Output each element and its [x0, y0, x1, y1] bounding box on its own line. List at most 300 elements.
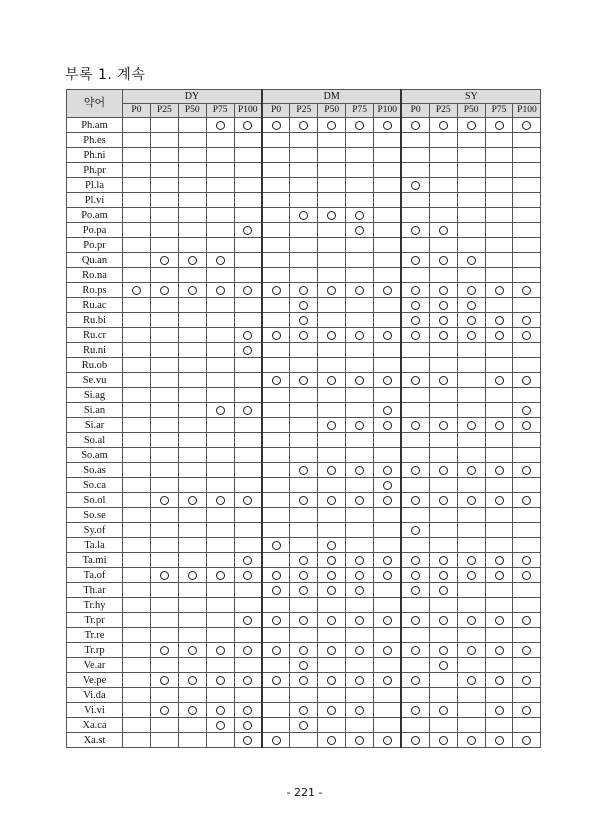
- presence-cell: [457, 358, 485, 373]
- presence-cell: [401, 358, 429, 373]
- presence-cell: [178, 703, 206, 718]
- presence-mark-icon: [132, 286, 141, 295]
- presence-cell: [485, 253, 513, 268]
- presence-cell: [457, 688, 485, 703]
- presence-cell: [346, 253, 374, 268]
- presence-mark-icon: [355, 466, 364, 475]
- presence-cell: [457, 208, 485, 223]
- presence-mark-icon: [411, 121, 420, 130]
- presence-mark-icon: [467, 466, 476, 475]
- presence-cell: [401, 688, 429, 703]
- presence-cell: [206, 643, 234, 658]
- presence-cell: [234, 628, 262, 643]
- presence-cell: [206, 178, 234, 193]
- presence-cell: [206, 343, 234, 358]
- table-row: [67, 148, 541, 163]
- presence-cell: [457, 388, 485, 403]
- presence-cell: [485, 403, 513, 418]
- presence-cell: [346, 433, 374, 448]
- presence-mark-icon: [243, 646, 252, 655]
- presence-cell: [234, 223, 262, 238]
- presence-cell: [318, 703, 346, 718]
- presence-cell: [318, 328, 346, 343]
- sub-header-sy-p100: P100: [513, 104, 541, 118]
- table-row: [67, 733, 541, 748]
- presence-cell: [150, 223, 178, 238]
- presence-mark-icon: [243, 406, 252, 415]
- presence-cell: [485, 118, 513, 133]
- presence-mark-icon: [299, 121, 308, 130]
- presence-cell: [346, 493, 374, 508]
- presence-cell: [429, 703, 457, 718]
- presence-cell: [457, 478, 485, 493]
- presence-cell: [234, 598, 262, 613]
- presence-cell: [318, 433, 346, 448]
- presence-mark-icon: [467, 331, 476, 340]
- presence-mark-icon: [522, 706, 531, 715]
- presence-cell: [485, 208, 513, 223]
- presence-mark-icon: [467, 301, 476, 310]
- presence-cell: [262, 268, 290, 283]
- presence-mark-icon: [383, 331, 392, 340]
- presence-cell: [457, 133, 485, 148]
- presence-cell: [429, 328, 457, 343]
- presence-cell: [429, 148, 457, 163]
- presence-mark-icon: [355, 121, 364, 130]
- presence-mark-icon: [383, 496, 392, 505]
- presence-mark-icon: [522, 676, 531, 685]
- presence-cell: [401, 568, 429, 583]
- presence-cell: [123, 418, 151, 433]
- presence-cell: [401, 583, 429, 598]
- presence-mark-icon: [272, 541, 281, 550]
- presence-cell: [123, 358, 151, 373]
- presence-cell: [206, 673, 234, 688]
- species-abbreviation: Se.vu: [67, 373, 123, 388]
- presence-cell: [206, 328, 234, 343]
- presence-mark-icon: [355, 211, 364, 220]
- presence-mark-icon: [411, 376, 420, 385]
- presence-cell: [234, 658, 262, 673]
- presence-cell: [318, 268, 346, 283]
- presence-cell: [346, 598, 374, 613]
- presence-cell: [206, 388, 234, 403]
- presence-cell: [513, 298, 541, 313]
- presence-mark-icon: [383, 406, 392, 415]
- presence-cell: [513, 733, 541, 748]
- presence-cell: [401, 433, 429, 448]
- presence-cell: [290, 208, 318, 223]
- presence-cell: [150, 643, 178, 658]
- presence-cell: [178, 178, 206, 193]
- presence-cell: [485, 193, 513, 208]
- presence-cell: [457, 448, 485, 463]
- presence-cell: [262, 553, 290, 568]
- presence-cell: [123, 538, 151, 553]
- presence-cell: [123, 628, 151, 643]
- presence-cell: [485, 613, 513, 628]
- presence-cell: [234, 448, 262, 463]
- presence-cell: [513, 703, 541, 718]
- presence-cell: [150, 283, 178, 298]
- presence-cell: [234, 148, 262, 163]
- presence-cell: [374, 358, 402, 373]
- presence-cell: [374, 598, 402, 613]
- presence-cell: [206, 283, 234, 298]
- presence-cell: [290, 613, 318, 628]
- presence-cell: [262, 673, 290, 688]
- presence-mark-icon: [299, 571, 308, 580]
- presence-cell: [178, 553, 206, 568]
- presence-cell: [123, 118, 151, 133]
- presence-cell: [206, 433, 234, 448]
- species-abbreviation: Pl.vi: [67, 193, 123, 208]
- presence-cell: [457, 253, 485, 268]
- presence-mark-icon: [299, 706, 308, 715]
- presence-cell: [206, 493, 234, 508]
- presence-cell: [429, 418, 457, 433]
- presence-cell: [457, 568, 485, 583]
- presence-cell: [346, 298, 374, 313]
- presence-mark-icon: [160, 571, 169, 580]
- presence-cell: [513, 448, 541, 463]
- presence-cell: [318, 733, 346, 748]
- presence-cell: [234, 118, 262, 133]
- presence-cell: [513, 328, 541, 343]
- sub-header-sy-p50: P50: [457, 104, 485, 118]
- presence-mark-icon: [327, 466, 336, 475]
- presence-cell: [401, 613, 429, 628]
- presence-mark-icon: [327, 121, 336, 130]
- species-abbreviation: Tr.hy: [67, 598, 123, 613]
- presence-cell: [178, 568, 206, 583]
- group-header-sy: SY: [401, 90, 540, 104]
- presence-cell: [262, 463, 290, 478]
- presence-cell: [457, 223, 485, 238]
- presence-cell: [150, 358, 178, 373]
- presence-cell: [150, 433, 178, 448]
- presence-cell: [401, 148, 429, 163]
- table-row: [67, 673, 541, 688]
- presence-mark-icon: [272, 331, 281, 340]
- presence-cell: [318, 283, 346, 298]
- presence-cell: [178, 418, 206, 433]
- presence-mark-icon: [522, 376, 531, 385]
- presence-cell: [513, 463, 541, 478]
- presence-cell: [374, 388, 402, 403]
- presence-cell: [290, 283, 318, 298]
- presence-cell: [290, 688, 318, 703]
- presence-cell: [318, 568, 346, 583]
- presence-cell: [234, 358, 262, 373]
- presence-cell: [206, 538, 234, 553]
- presence-cell: [513, 403, 541, 418]
- table-row: [67, 373, 541, 388]
- table-row: [67, 193, 541, 208]
- presence-mark-icon: [216, 286, 225, 295]
- presence-mark-icon: [299, 616, 308, 625]
- presence-cell: [234, 253, 262, 268]
- presence-cell: [206, 373, 234, 388]
- presence-cell: [290, 523, 318, 538]
- presence-cell: [290, 193, 318, 208]
- presence-mark-icon: [299, 646, 308, 655]
- sub-header-dy-p100: P100: [234, 104, 262, 118]
- presence-cell: [150, 163, 178, 178]
- presence-cell: [123, 463, 151, 478]
- presence-mark-icon: [243, 616, 252, 625]
- presence-cell: [150, 703, 178, 718]
- presence-cell: [513, 163, 541, 178]
- presence-cell: [262, 223, 290, 238]
- presence-cell: [346, 163, 374, 178]
- presence-cell: [150, 238, 178, 253]
- presence-cell: [150, 178, 178, 193]
- presence-mark-icon: [216, 646, 225, 655]
- presence-cell: [429, 463, 457, 478]
- presence-cell: [234, 703, 262, 718]
- presence-mark-icon: [411, 571, 420, 580]
- species-abbreviation: So.se: [67, 508, 123, 523]
- presence-mark-icon: [160, 706, 169, 715]
- presence-cell: [234, 673, 262, 688]
- presence-cell: [457, 673, 485, 688]
- presence-cell: [457, 628, 485, 643]
- presence-cell: [513, 343, 541, 358]
- presence-cell: [318, 553, 346, 568]
- presence-cell: [457, 283, 485, 298]
- presence-cell: [290, 643, 318, 658]
- presence-mark-icon: [411, 556, 420, 565]
- presence-cell: [429, 163, 457, 178]
- presence-cell: [374, 223, 402, 238]
- presence-cell: [290, 598, 318, 613]
- presence-mark-icon: [439, 226, 448, 235]
- presence-mark-icon: [495, 121, 504, 130]
- presence-cell: [513, 523, 541, 538]
- presence-cell: [206, 208, 234, 223]
- table-row: [67, 418, 541, 433]
- presence-cell: [123, 523, 151, 538]
- presence-cell: [262, 538, 290, 553]
- presence-cell: [290, 133, 318, 148]
- presence-mark-icon: [327, 586, 336, 595]
- presence-mark-icon: [327, 646, 336, 655]
- presence-cell: [234, 163, 262, 178]
- presence-cell: [401, 298, 429, 313]
- presence-mark-icon: [243, 286, 252, 295]
- presence-mark-icon: [327, 736, 336, 745]
- presence-cell: [234, 538, 262, 553]
- presence-cell: [123, 433, 151, 448]
- presence-cell: [178, 508, 206, 523]
- presence-cell: [123, 193, 151, 208]
- presence-mark-icon: [188, 676, 197, 685]
- presence-mark-icon: [411, 616, 420, 625]
- presence-cell: [290, 658, 318, 673]
- presence-cell: [374, 313, 402, 328]
- group-header-dy: DY: [123, 90, 262, 104]
- presence-cell: [346, 718, 374, 733]
- presence-cell: [374, 253, 402, 268]
- presence-cell: [429, 223, 457, 238]
- presence-mark-icon: [355, 556, 364, 565]
- presence-mark-icon: [355, 286, 364, 295]
- presence-cell: [123, 688, 151, 703]
- presence-cell: [429, 493, 457, 508]
- presence-cell: [262, 178, 290, 193]
- presence-cell: [178, 433, 206, 448]
- presence-cell: [374, 538, 402, 553]
- presence-cell: [485, 178, 513, 193]
- presence-cell: [485, 583, 513, 598]
- presence-mark-icon: [383, 421, 392, 430]
- presence-cell: [346, 178, 374, 193]
- presence-cell: [290, 223, 318, 238]
- presence-mark-icon: [439, 736, 448, 745]
- presence-mark-icon: [411, 526, 420, 535]
- presence-cell: [178, 298, 206, 313]
- presence-mark-icon: [522, 616, 531, 625]
- presence-cell: [485, 568, 513, 583]
- species-abbreviation: Sy.of: [67, 523, 123, 538]
- presence-mark-icon: [383, 676, 392, 685]
- presence-cell: [318, 598, 346, 613]
- presence-cell: [178, 523, 206, 538]
- presence-cell: [457, 703, 485, 718]
- table-row: [67, 313, 541, 328]
- table-row: [67, 688, 541, 703]
- presence-cell: [374, 718, 402, 733]
- presence-cell: [234, 208, 262, 223]
- presence-cell: [178, 403, 206, 418]
- presence-mark-icon: [467, 676, 476, 685]
- species-abbreviation: Si.ag: [67, 388, 123, 403]
- presence-cell: [346, 148, 374, 163]
- presence-cell: [429, 403, 457, 418]
- presence-cell: [374, 733, 402, 748]
- presence-cell: [346, 628, 374, 643]
- presence-mark-icon: [439, 586, 448, 595]
- presence-cell: [346, 283, 374, 298]
- table-row: [67, 283, 541, 298]
- presence-cell: [150, 373, 178, 388]
- presence-cell: [485, 448, 513, 463]
- presence-cell: [318, 493, 346, 508]
- presence-mark-icon: [243, 556, 252, 565]
- presence-mark-icon: [160, 676, 169, 685]
- presence-mark-icon: [411, 466, 420, 475]
- presence-mark-icon: [216, 571, 225, 580]
- presence-cell: [150, 328, 178, 343]
- presence-mark-icon: [188, 646, 197, 655]
- presence-cell: [123, 373, 151, 388]
- presence-cell: [429, 613, 457, 628]
- presence-mark-icon: [355, 736, 364, 745]
- presence-cell: [485, 523, 513, 538]
- presence-cell: [290, 118, 318, 133]
- presence-cell: [290, 568, 318, 583]
- presence-cell: [234, 493, 262, 508]
- presence-cell: [485, 658, 513, 673]
- species-abbreviation: Po.pr: [67, 238, 123, 253]
- presence-cell: [318, 658, 346, 673]
- table-row: [67, 328, 541, 343]
- presence-cell: [206, 568, 234, 583]
- sub-header-dy-p0: P0: [123, 104, 151, 118]
- sub-header-dy-p75: P75: [206, 104, 234, 118]
- presence-cell: [401, 253, 429, 268]
- table-row: [67, 388, 541, 403]
- presence-cell: [178, 478, 206, 493]
- presence-cell: [429, 283, 457, 298]
- presence-cell: [123, 253, 151, 268]
- presence-cell: [123, 568, 151, 583]
- presence-mark-icon: [272, 586, 281, 595]
- table-row: [67, 508, 541, 523]
- presence-cell: [485, 343, 513, 358]
- species-abbreviation: Ru.ob: [67, 358, 123, 373]
- presence-cell: [318, 373, 346, 388]
- presence-cell: [513, 478, 541, 493]
- presence-cell: [485, 283, 513, 298]
- presence-cell: [178, 733, 206, 748]
- presence-mark-icon: [411, 421, 420, 430]
- table-row: [67, 538, 541, 553]
- presence-mark-icon: [495, 616, 504, 625]
- sub-header-dm-p0: P0: [262, 104, 290, 118]
- presence-mark-icon: [495, 316, 504, 325]
- presence-mark-icon: [439, 646, 448, 655]
- presence-mark-icon: [467, 286, 476, 295]
- presence-cell: [234, 688, 262, 703]
- presence-cell: [513, 388, 541, 403]
- presence-cell: [178, 148, 206, 163]
- species-abbreviation: Th.ar: [67, 583, 123, 598]
- presence-mark-icon: [327, 676, 336, 685]
- presence-cell: [318, 463, 346, 478]
- presence-cell: [374, 463, 402, 478]
- presence-cell: [123, 658, 151, 673]
- presence-mark-icon: [243, 676, 252, 685]
- presence-mark-icon: [243, 331, 252, 340]
- presence-cell: [206, 448, 234, 463]
- presence-cell: [346, 268, 374, 283]
- presence-cell: [485, 553, 513, 568]
- presence-cell: [206, 508, 234, 523]
- table-row: [67, 523, 541, 538]
- presence-cell: [290, 373, 318, 388]
- presence-cell: [485, 268, 513, 283]
- presence-cell: [346, 658, 374, 673]
- presence-cell: [401, 718, 429, 733]
- presence-cell: [318, 448, 346, 463]
- presence-mark-icon: [383, 286, 392, 295]
- presence-cell: [346, 373, 374, 388]
- presence-mark-icon: [243, 496, 252, 505]
- presence-cell: [150, 133, 178, 148]
- presence-cell: [150, 418, 178, 433]
- presence-cell: [346, 523, 374, 538]
- table-row: [67, 133, 541, 148]
- presence-cell: [178, 358, 206, 373]
- presence-mark-icon: [160, 256, 169, 265]
- presence-mark-icon: [355, 571, 364, 580]
- presence-cell: [457, 178, 485, 193]
- presence-cell: [318, 673, 346, 688]
- presence-cell: [401, 553, 429, 568]
- presence-mark-icon: [299, 661, 308, 670]
